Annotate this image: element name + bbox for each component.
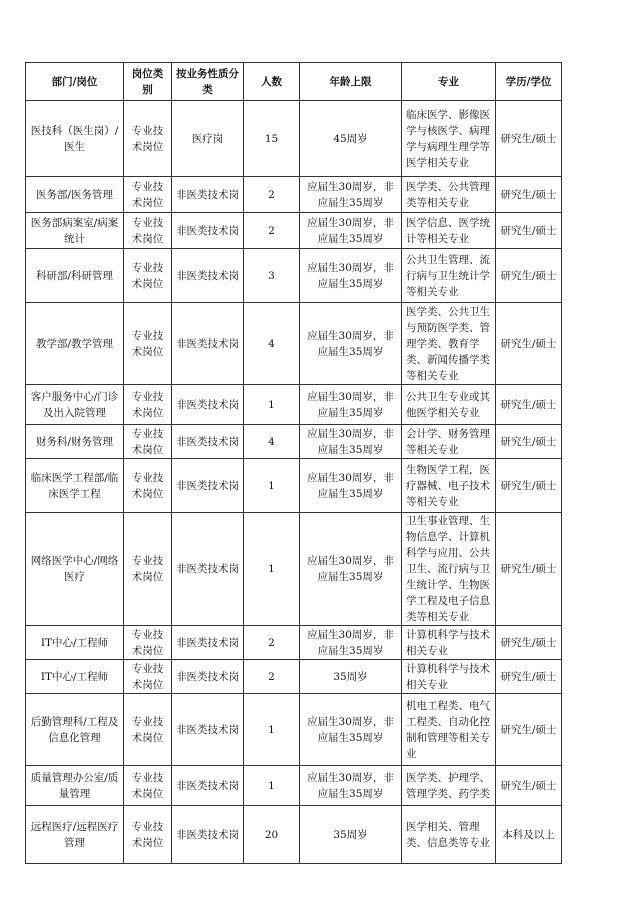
cell-major: 计算机科学与技术相关专业 — [402, 660, 496, 694]
cell-degree: 研究生/硕士 — [496, 513, 562, 626]
cell-nature: 非医类技术岗 — [172, 766, 244, 806]
cell-dept: 教学部/教学管理 — [26, 303, 124, 385]
cell-major: 医学相关、管理类、信息类等专业 — [402, 806, 496, 864]
cell-major: 医学类、公共卫生与预防医学类、管理学类、教育学类、新闻传播学类等相关专业 — [402, 303, 496, 385]
cell-nature: 非医类技术岗 — [172, 425, 244, 459]
header-degree: 学历/学位 — [496, 63, 562, 101]
cell-category: 专业技术岗位 — [124, 766, 172, 806]
cell-degree: 研究生/硕士 — [496, 385, 562, 425]
cell-age: 应届生30周岁，非应届生35周岁 — [300, 385, 402, 425]
cell-count: 2 — [244, 213, 300, 249]
cell-dept: 医务部/医务管理 — [26, 177, 124, 213]
cell-count: 1 — [244, 385, 300, 425]
cell-age: 应届生30周岁，非应届生35周岁 — [300, 425, 402, 459]
header-category: 岗位类别 — [124, 63, 172, 101]
cell-category: 专业技术岗位 — [124, 513, 172, 626]
cell-nature: 非医类技术岗 — [172, 806, 244, 864]
table-row — [26, 385, 562, 425]
cell-age: 应届生30周岁，非应届生35周岁 — [300, 766, 402, 806]
cell-nature: 非医类技术岗 — [172, 303, 244, 385]
cell-major: 生物医学工程，医疗器械、电子技术等相关专业 — [402, 459, 496, 513]
cell-count: 2 — [244, 177, 300, 213]
cell-major: 医学类、护理学、管理学类、药学类 — [402, 766, 496, 806]
cell-count: 3 — [244, 249, 300, 303]
cell-age: 应届生30周岁，非应届生35周岁 — [300, 177, 402, 213]
header-major: 专业 — [402, 63, 496, 101]
table-row — [26, 513, 562, 626]
cell-nature: 医疗岗 — [172, 101, 244, 177]
cell-dept: 网络医学中心/网络医疗 — [26, 513, 124, 626]
cell-category: 专业技术岗位 — [124, 101, 172, 177]
table-row — [26, 806, 562, 864]
cell-nature: 非医类技术岗 — [172, 626, 244, 660]
cell-category: 专业技术岗位 — [124, 425, 172, 459]
cell-major: 卫生事业管理、生物信息学、计算机科学与应用、公共卫生、流行病与卫生统计学、生物医学工程及电子信息类等相关专业 — [402, 513, 496, 626]
table-row — [26, 626, 562, 660]
cell-degree: 研究生/硕士 — [496, 425, 562, 459]
cell-category: 专业技术岗位 — [124, 177, 172, 213]
cell-dept: 远程医疗/远程医疗管理 — [26, 806, 124, 864]
cell-category: 专业技术岗位 — [124, 213, 172, 249]
cell-major: 临床医学、影像医学与核医学、病理学与病理生理学等医学相关专业 — [402, 101, 496, 177]
table-row — [26, 303, 562, 385]
cell-age: 应届生30周岁，非应届生35周岁 — [300, 694, 402, 766]
cell-age: 应届生30周岁，非应届生35周岁 — [300, 249, 402, 303]
table-row — [26, 213, 562, 249]
cell-degree: 研究生/硕士 — [496, 101, 562, 177]
cell-count: 1 — [244, 766, 300, 806]
cell-count: 1 — [244, 459, 300, 513]
cell-count: 2 — [244, 626, 300, 660]
cell-major: 公共卫生专业或其他医学相关专业 — [402, 385, 496, 425]
cell-degree: 研究生/硕士 — [496, 177, 562, 213]
cell-dept: 财务科/财务管理 — [26, 425, 124, 459]
cell-dept: 后勤管理科/工程及信息化管理 — [26, 694, 124, 766]
cell-age: 35周岁 — [300, 806, 402, 864]
cell-dept: 质量管理办公室/质量管理 — [26, 766, 124, 806]
cell-category: 专业技术岗位 — [124, 660, 172, 694]
table-row — [26, 459, 562, 513]
cell-degree: 研究生/硕士 — [496, 249, 562, 303]
cell-nature: 非医类技术岗 — [172, 660, 244, 694]
cell-count: 4 — [244, 425, 300, 459]
cell-degree: 本科及以上 — [496, 806, 562, 864]
cell-count: 1 — [244, 513, 300, 626]
cell-major: 计算机科学与技术相关专业 — [402, 626, 496, 660]
header-age: 年龄上限 — [300, 63, 402, 101]
cell-nature: 非医类技术岗 — [172, 213, 244, 249]
cell-dept: 临床医学工程部/临床医学工程 — [26, 459, 124, 513]
cell-count: 1 — [244, 694, 300, 766]
cell-nature: 非医类技术岗 — [172, 513, 244, 626]
cell-degree: 研究生/硕士 — [496, 459, 562, 513]
cell-category: 专业技术岗位 — [124, 385, 172, 425]
cell-major: 医学类、公共管理类等相关专业 — [402, 177, 496, 213]
cell-dept: 科研部/科研管理 — [26, 249, 124, 303]
cell-nature: 非医类技术岗 — [172, 249, 244, 303]
header-nature: 按业务性质分类 — [172, 63, 244, 101]
cell-age: 应届生30周岁，非应届生35周岁 — [300, 626, 402, 660]
cell-degree: 研究生/硕士 — [496, 660, 562, 694]
cell-age: 应届生30周岁，非应届生35周岁 — [300, 513, 402, 626]
cell-count: 20 — [244, 806, 300, 864]
cell-age: 45周岁 — [300, 101, 402, 177]
cell-category: 专业技术岗位 — [124, 303, 172, 385]
cell-dept: 医技科（医生岗）/医生 — [26, 101, 124, 177]
cell-degree: 研究生/硕士 — [496, 694, 562, 766]
cell-category: 专业技术岗位 — [124, 249, 172, 303]
cell-dept: IT中心/工程师 — [26, 626, 124, 660]
cell-category: 专业技术岗位 — [124, 459, 172, 513]
table-row — [26, 694, 562, 766]
table-row — [26, 177, 562, 213]
table-header-row — [26, 63, 562, 101]
cell-nature: 非医类技术岗 — [172, 459, 244, 513]
table-row — [26, 766, 562, 806]
cell-category: 专业技术岗位 — [124, 694, 172, 766]
cell-age: 应届生30周岁，非应届生35周岁 — [300, 303, 402, 385]
table-row — [26, 425, 562, 459]
header-dept: 部门/岗位 — [26, 63, 124, 101]
cell-count: 4 — [244, 303, 300, 385]
cell-dept: IT中心/工程师 — [26, 660, 124, 694]
cell-nature: 非医类技术岗 — [172, 694, 244, 766]
cell-major: 会计学、财务管理等相关专业 — [402, 425, 496, 459]
cell-degree: 研究生/硕士 — [496, 303, 562, 385]
cell-age: 应届生30周岁，非应届生35周岁 — [300, 459, 402, 513]
cell-degree: 研究生/硕士 — [496, 766, 562, 806]
cell-category: 专业技术岗位 — [124, 626, 172, 660]
cell-count: 2 — [244, 660, 300, 694]
cell-major: 公共卫生管理、流行病与卫生统计学等相关专业 — [402, 249, 496, 303]
cell-degree: 研究生/硕士 — [496, 213, 562, 249]
cell-dept: 客户服务中心/门诊及出入院管理 — [26, 385, 124, 425]
cell-degree: 研究生/硕士 — [496, 626, 562, 660]
cell-dept: 医务部病案室/病案统计 — [26, 213, 124, 249]
table-row — [26, 660, 562, 694]
table-row — [26, 101, 562, 177]
cell-age: 应届生30周岁，非应届生35周岁 — [300, 213, 402, 249]
cell-nature: 非医类技术岗 — [172, 177, 244, 213]
cell-age: 35周岁 — [300, 660, 402, 694]
cell-count: 15 — [244, 101, 300, 177]
cell-major: 医学信息、医学统计等相关专业 — [402, 213, 496, 249]
table-row — [26, 249, 562, 303]
recruitment-table — [25, 62, 562, 864]
header-count: 人数 — [244, 63, 300, 101]
cell-nature: 非医类技术岗 — [172, 385, 244, 425]
cell-major: 机电工程类、电气工程类、自动化控制和管理等相关专业 — [402, 694, 496, 766]
cell-category: 专业技术岗位 — [124, 806, 172, 864]
